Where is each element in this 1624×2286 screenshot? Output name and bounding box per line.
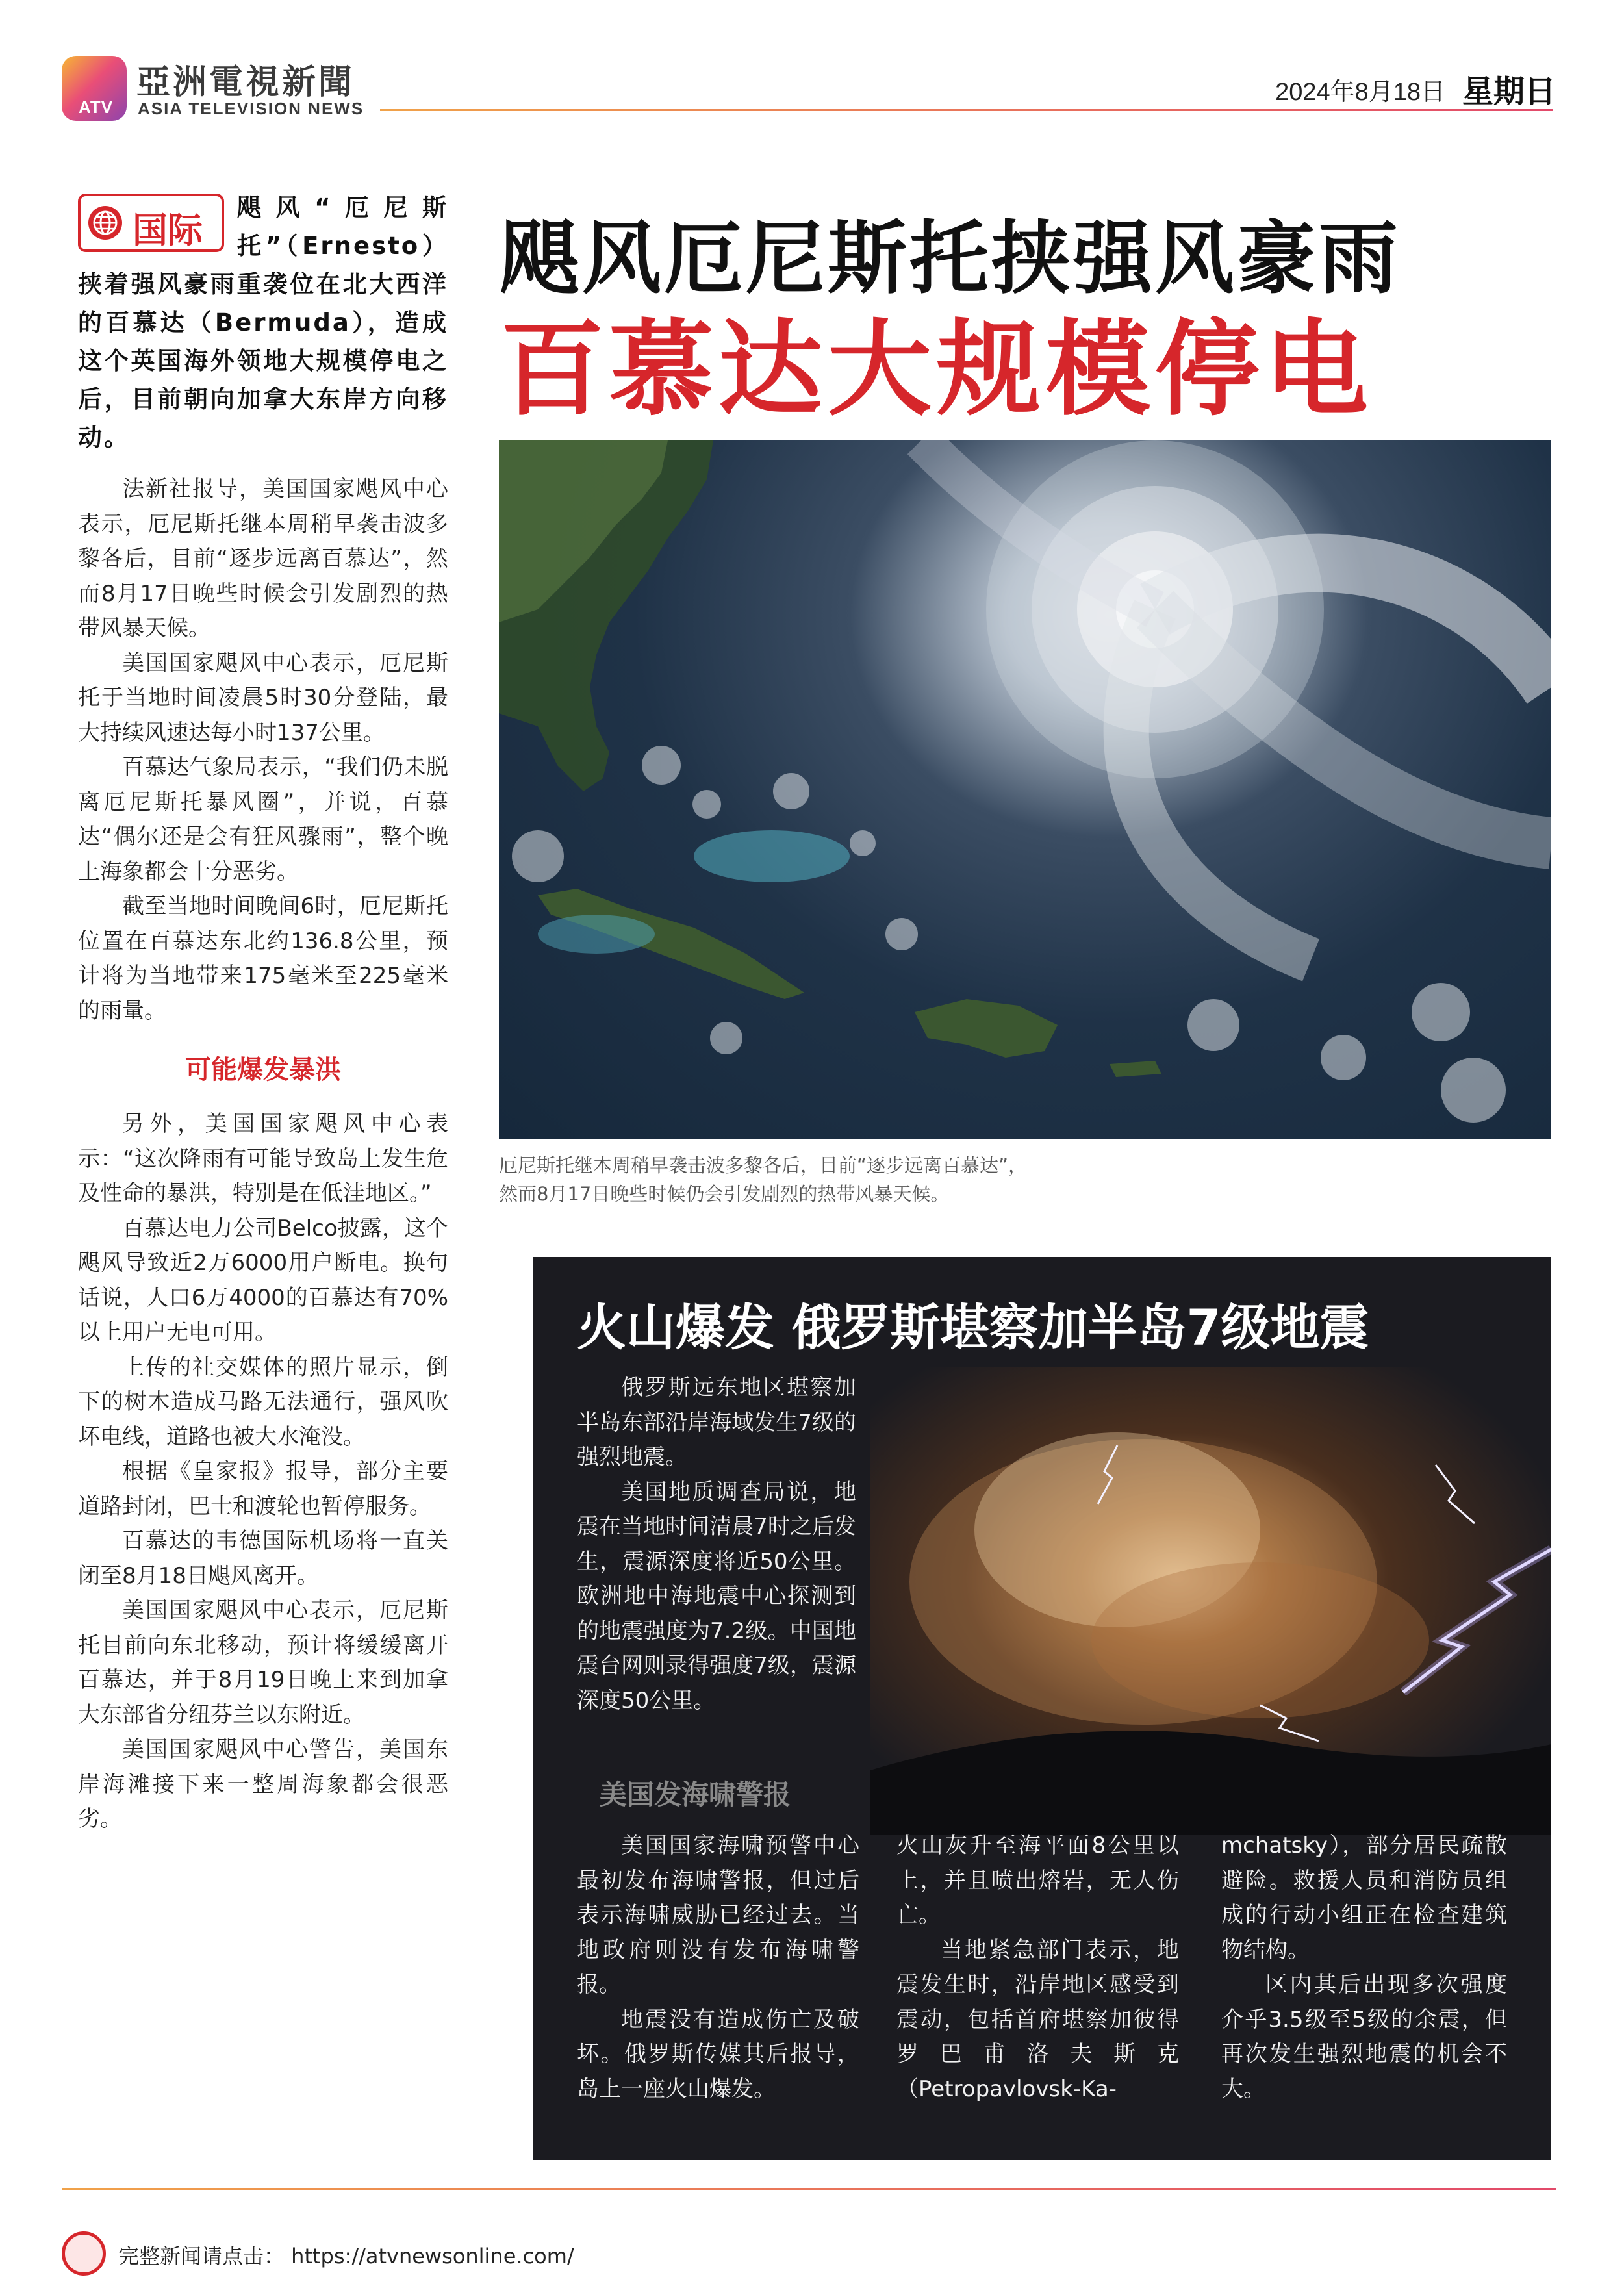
globe-icon — [88, 206, 122, 240]
logo-badge-text: ATV — [79, 97, 114, 117]
photo-caption-line1: 厄尼斯托继本周稍早袭击波多黎各后，目前“逐步远离百慕达”， — [499, 1154, 1028, 1176]
article-paragraph: 百慕达电力公司Belco披露，这个飓风导致近2万6000用户断电。换句话说，人口6万4000的百慕达有70%以上用户无电可用。 — [78, 1215, 448, 1345]
earthquake-paragraph: 俄罗斯远东地区堪察加半岛东部沿岸海域发生7级的强烈地震。 — [577, 1375, 856, 1470]
earthquake-subhead: 美国发海啸警报 — [600, 1779, 791, 1810]
section-badge-label: 国际 — [133, 210, 203, 251]
headline-line2: 百慕达大规模停电 — [500, 309, 1374, 430]
earthquake-story-box — [533, 1257, 1551, 2160]
article-paragraph: 法新社报导，美国国家飓风中心表示，厄尼斯托继本周稍早袭击波多黎各后，目前“逐步远离百慕达”，然而8月17日晚些时候会引发剧烈的热带风暴天候。 — [78, 476, 448, 641]
main-article-column — [78, 188, 448, 1837]
article-paragraph: 美国国家飓风中心表示，厄尼斯托于当地时间凌晨5时30分登陆，最大持续风速达每小时137公里。 — [78, 650, 448, 746]
earthquake-column-2 — [896, 1829, 1179, 2107]
article-paragraph: 截至当地时间晚间6时，厄尼斯托位置在百慕达东北约136.8公里，预计将为当地带来175毫米至225毫米的雨量。 — [78, 893, 448, 1024]
earthquake-paragraph: 地震没有造成伤亡及破坏。俄罗斯传媒其后报导，岛上一座火山爆发。 — [577, 2006, 859, 2102]
masthead — [62, 52, 1556, 123]
earthquake-paragraph: 美国地质调查局说，地震在当地时间清晨7时之后发生，震源深度将近50公里。欧洲地中海地震中心探测到的地震强度为7.2级。中国地震台网则录得强度7级，震源深度50公里。 — [577, 1479, 856, 1714]
photo-caption — [499, 1151, 1278, 1208]
article-paragraph: 百慕达气象局表示，“我们仍未脱离厄尼斯托暴风圈”，并说，百慕达“偶尔还是会有狂风骤雨”，整个晚上海象都会十分恶劣。 — [78, 754, 448, 885]
article-paragraph: 上传的社交媒体的照片显示，倒下的树木造成马路无法通行，强风吹坏电线，道路也被大水淹没。 — [78, 1354, 448, 1450]
logo-chinese-name: 亞洲電視新聞 — [136, 62, 355, 102]
volcano-lightning-photo — [870, 1367, 1551, 1835]
earthquake-column-1 — [577, 1829, 859, 2107]
article-paragraph: 美国国家飓风中心警告，美国东岸海滩接下来一整周海象都会很恶劣。 — [78, 1736, 448, 1832]
earthquake-paragraph: 当地紧急部门表示，地震发生时，沿岸地区感受到震动，包括首府堪察加彼得罗巴甫洛夫斯克（Petropavlovsk-Ka- — [896, 1937, 1179, 2102]
hurricane-satellite-photo — [499, 440, 1551, 1139]
earthquake-paragraph: 区内其后出现多次强度介乎3.5级至5级的余震，但再次发生强烈地震的机会不大。 — [1221, 1972, 1507, 2102]
earthquake-column-3 — [1221, 1829, 1507, 2107]
issue-date: 2024年8月18日 — [1275, 79, 1445, 106]
article-paragraph: 另外，美国国家飓风中心表示：“这次降雨有可能导致岛上发生危及性命的暴洪，特别是在低洼地区。” — [78, 1111, 448, 1206]
article-lead: 飓风“厄尼斯托”（Ernesto）挟着强风豪雨重袭位在北大西洋的百慕达（Bermuda），造成这个英国海外领地大规模停电之后，目前朝向加拿大东岸方向移动。 — [78, 194, 448, 451]
article-paragraph: 美国国家飓风中心表示，厄尼斯托目前向东北移动，预计将缓缓离开百慕达，并于8月19日晚上来到加拿大东部省分纽芬兰以东附近。 — [78, 1597, 448, 1728]
article-paragraph: 根据《皇家报》报导，部分主要道路封闭，巴士和渡轮也暂停服务。 — [78, 1458, 448, 1519]
atv-logo-icon — [62, 56, 127, 121]
earthquake-paragraph: 美国国家海啸预警中心最初发布海啸警报，但过后表示海啸威胁已经过去。当地政府则没有发布海啸警报。 — [577, 1833, 859, 1998]
article-paragraph: 百慕达的韦德国际机场将一直关闭至8月18日飓风离开。 — [78, 1528, 448, 1589]
article-subhead: 可能爆发暴洪 — [185, 1055, 341, 1085]
earthquake-intro — [577, 1371, 856, 1718]
earthquake-paragraph-continued: mchatsky），部分居民疏散避险。救援人员和消防员组成的行动小组正在检查建筑物结构。 — [1221, 1833, 1507, 1963]
issue-weekday: 星期日 — [1462, 73, 1556, 110]
photo-caption-line2: 然而8月17日晚些时候仍会引发剧烈的热带风暴天候。 — [499, 1183, 950, 1205]
earthquake-paragraph-continued: 火山灰升至海平面8公里以上，并且喷出熔岩，无人伤亡。 — [896, 1833, 1179, 1928]
earthquake-story-title: 火山爆发 俄罗斯堪察加半岛7级地震 — [577, 1299, 1369, 1356]
logo-english-name: ASIA TELEVISION NEWS — [138, 99, 364, 118]
section-badge-international — [78, 194, 224, 252]
footer-divider — [62, 2188, 1556, 2190]
footer-link-text[interactable]: 完整新闻请点击： https://atvnewsonline.com/ — [118, 2244, 574, 2268]
headline-line1: 飓风厄尼斯托挟强风豪雨 — [500, 212, 1401, 305]
atv-emblem-icon — [62, 2231, 106, 2276]
header-divider — [380, 109, 1553, 111]
